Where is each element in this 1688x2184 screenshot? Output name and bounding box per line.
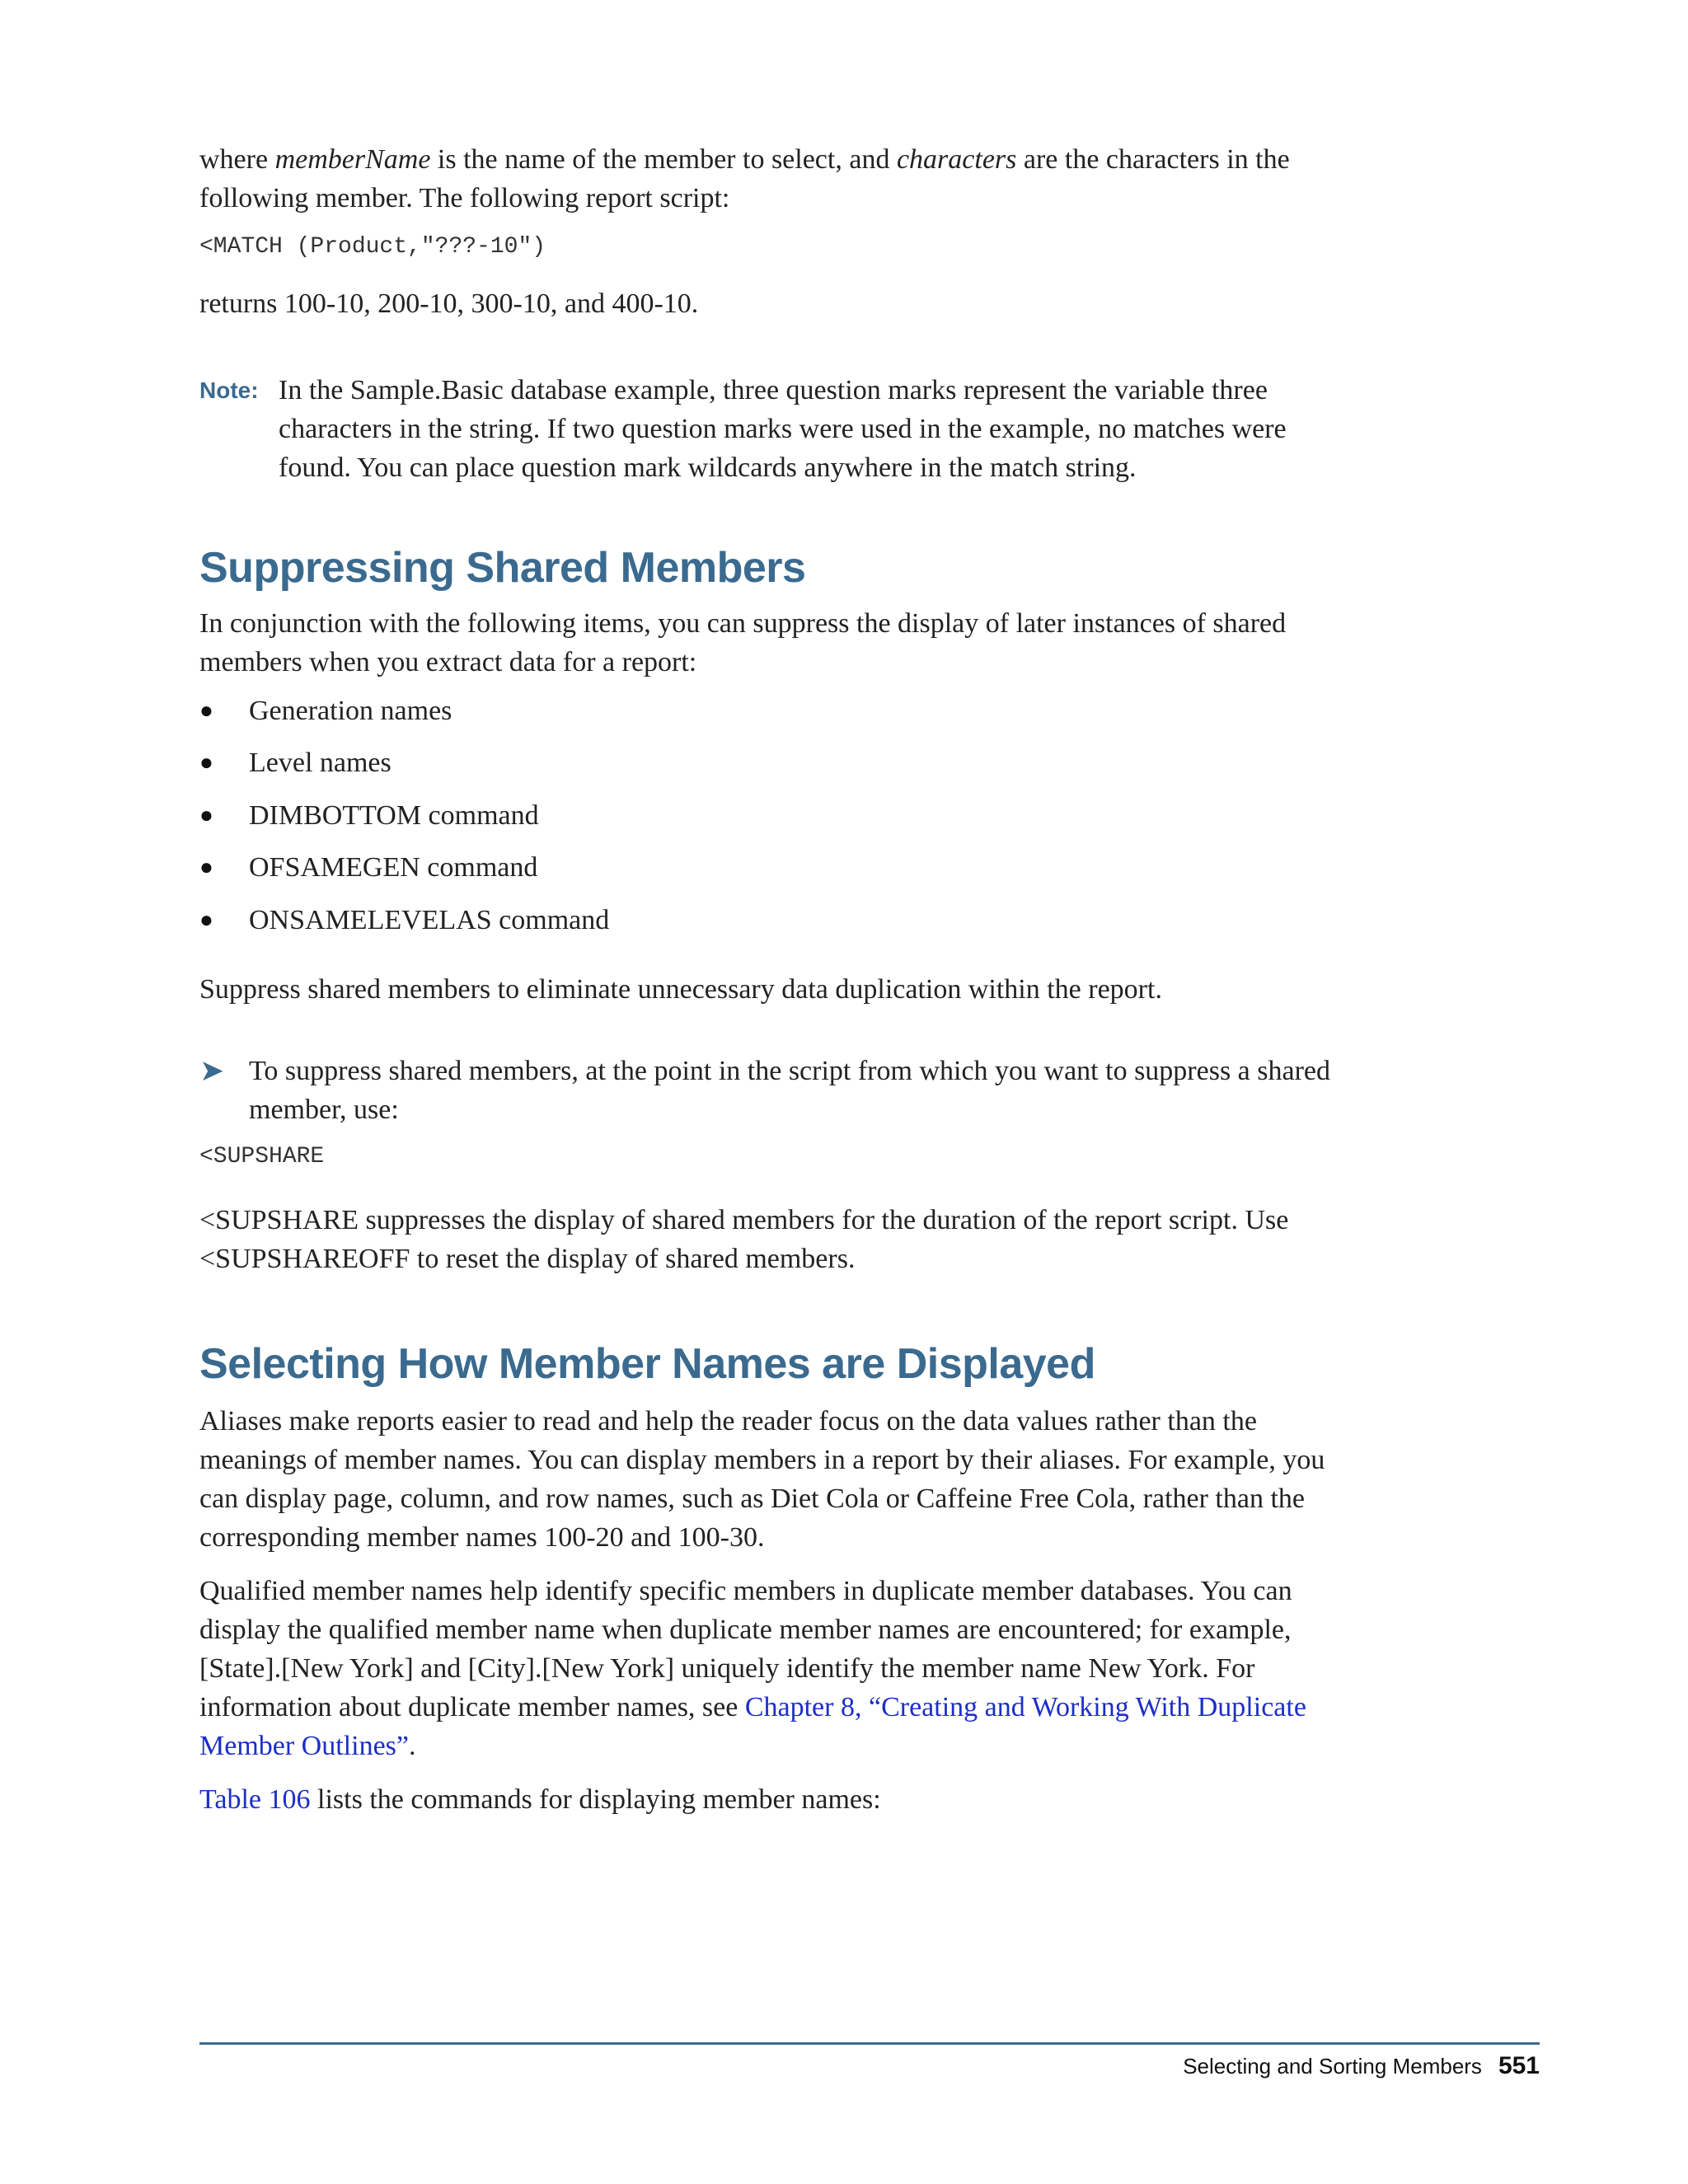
section-heading-suppressing: Suppressing Shared Members bbox=[199, 544, 806, 592]
list-item-text: Level names bbox=[249, 748, 392, 779]
para2-text: Qualified member names help identify specific members in duplicate member databases. You can display the qualified member name when duplicate member names are encountered; for example, [State].[New York] and [City].[New York] uniquely identify the member name New York. For information about duplicate member names, see bbox=[199, 1575, 1292, 1722]
list-item-text: DIMBOTTOM command bbox=[249, 799, 539, 831]
note-label: Note: bbox=[199, 377, 259, 403]
list-item bbox=[199, 790, 1353, 842]
list-item bbox=[199, 738, 1353, 790]
section2-para1: Aliases make reports easier to read and help the reader focus on the data values rather than the meanings of member names. You can display members in a report by their aliases. For example, you can display page, column, and row names, such as Diet Cola or Caffeine Free Cola, rather than the corresponding member names 100-20 and 100-30. bbox=[199, 1405, 1325, 1553]
section1-intro: In conjunction with the following items, you can suppress the display of later instances of shared members when you extract data for a report: bbox=[199, 608, 1287, 677]
arrow-right-icon: ➤ bbox=[199, 1053, 225, 1087]
intro-text: where bbox=[199, 144, 275, 175]
footer-section-title: Selecting and Sorting Members bbox=[1183, 2054, 1482, 2079]
code-supshare: <SUPSHARE bbox=[199, 1143, 325, 1169]
intro-text: are the characters in the following member. The following report script: bbox=[199, 144, 1290, 213]
code-match: <MATCH (Product,"???-10") bbox=[199, 234, 546, 260]
note-text: In the Sample.Basic database example, three question marks represent the variable three characters in the string. If two question marks were used in the example, no matches were found. You can place question mark wildcards anywhere in the match string. bbox=[279, 375, 1287, 483]
page-number: 551 bbox=[1498, 2052, 1540, 2079]
procedure-text: To suppress shared members, at the point in the script from which you want to suppress a shared member, use: bbox=[249, 1055, 1331, 1125]
list-item-text: OFSAMEGEN command bbox=[249, 852, 538, 883]
var-characters: characters bbox=[896, 144, 1017, 175]
list-item bbox=[199, 842, 1353, 895]
bullet-icon: ● bbox=[199, 697, 213, 724]
section-heading-display: Selecting How Member Names are Displayed bbox=[199, 1339, 1095, 1388]
section1-para: Suppress shared members to eliminate unnecessary data duplication within the report. bbox=[199, 973, 1162, 1005]
var-member-name: memberName bbox=[274, 144, 431, 175]
chapter8-link[interactable]: Chapter 8, “Creating and Working With Duplicate Member Outlines” bbox=[199, 1691, 1306, 1761]
section1-after: <SUPSHARE suppresses the display of shared members for the duration of the report script. Use <SUPSHAREOFF to reset the display of shared members. bbox=[199, 1204, 1289, 1274]
bullet-icon: ● bbox=[199, 855, 213, 881]
note-block bbox=[199, 371, 1353, 487]
table106-link[interactable]: Table 106 bbox=[199, 1783, 311, 1815]
bullet-list bbox=[199, 685, 1353, 947]
list-item-text: ONSAMELEVELAS command bbox=[249, 904, 610, 935]
footer-rule bbox=[199, 2042, 1540, 2045]
para3-text: lists the commands for displaying member names: bbox=[310, 1783, 881, 1815]
section2-para2 bbox=[199, 1572, 1353, 1765]
procedure-step bbox=[199, 1052, 1353, 1129]
intro-text: is the name of the member to select, and bbox=[430, 144, 897, 175]
section2-para3 bbox=[199, 1780, 1353, 1819]
para2-text: . bbox=[409, 1730, 416, 1761]
bullet-icon: ● bbox=[199, 750, 213, 776]
list-item-text: Generation names bbox=[249, 695, 452, 726]
page-footer bbox=[1183, 2052, 1540, 2080]
bullet-icon: ● bbox=[199, 907, 213, 933]
list-item bbox=[199, 685, 1353, 738]
intro-paragraph bbox=[199, 140, 1353, 218]
list-item bbox=[199, 894, 1353, 947]
returns-text: returns 100-10, 200-10, 300-10, and 400-10. bbox=[199, 288, 699, 319]
page-content bbox=[199, 140, 1353, 1819]
bullet-icon: ● bbox=[199, 802, 213, 828]
